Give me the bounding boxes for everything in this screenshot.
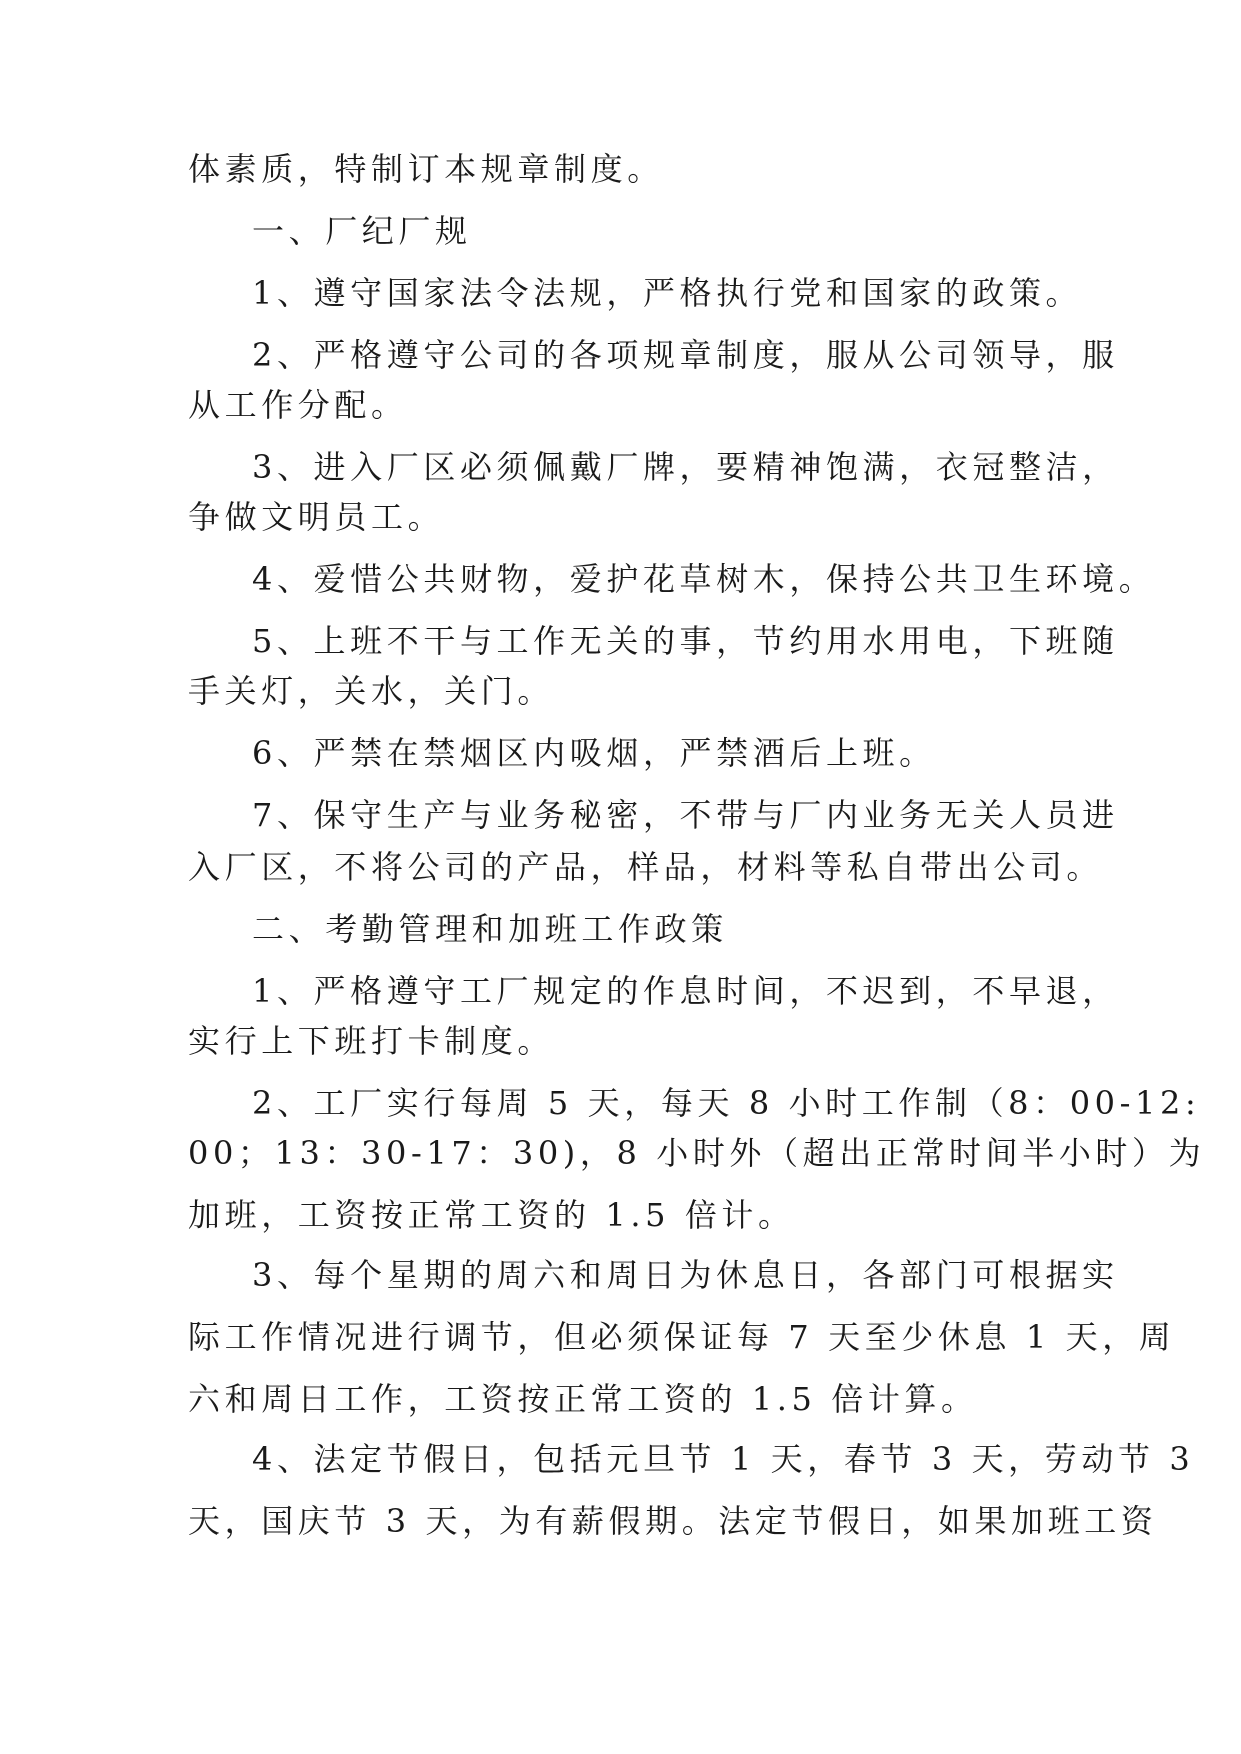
text-line: 体素质，特制订本规章制度。 [188,150,664,188]
text-line: 6、严禁在禁烟区内吸烟，严禁酒后上班。 [252,734,936,772]
text-line: 2、工厂实行每周 5 天，每天 8 小时工作制（8：00-12: [252,1084,1201,1122]
text-line: 加班，工资按正常工资的 1.5 倍计。 [188,1196,795,1234]
text-line: 实行上下班打卡制度。 [188,1022,555,1060]
text-line: 1、严格遵守工厂规定的作息时间，不迟到，不早退， [252,972,1119,1010]
text-line: 从工作分配。 [188,386,408,424]
text-line: 争做文明员工。 [188,498,445,536]
text-line: 1、遵守国家法令法规，严格执行党和国家的政策。 [252,274,1083,312]
section-heading-2: 二、考勤管理和加班工作政策 [252,910,728,948]
text-line: 4、爱惜公共财物，爱护花草树木，保持公共卫生环境。 [252,560,1156,598]
text-line: 2、严格遵守公司的各项规章制度，服从公司领导，服 [252,336,1119,374]
text-line: 00；13：30-17：30)，8 小时外（超出正常时间半小时）为 [188,1134,1206,1172]
text-line: 4、法定节假日，包括元旦节 1 天，春节 3 天，劳动节 3 [252,1440,1195,1478]
text-line: 3、进入厂区必须佩戴厂牌，要精神饱满，衣冠整洁， [252,448,1119,486]
text-line: 际工作情况进行调节，但必须保证每 7 天至少休息 1 天，周 [188,1318,1176,1356]
text-line: 3、每个星期的周六和周日为休息日，各部门可根据实 [252,1256,1119,1294]
text-line: 7、保守生产与业务秘密，不带与厂内业务无关人员进 [252,796,1119,834]
text-line: 入厂区，不将公司的产品，样品，材料等私自带出公司。 [188,848,1104,886]
text-line: 天，国庆节 3 天，为有薪假期。法定节假日，如果加班工资 [188,1502,1158,1540]
text-line: 手关灯，关水，关门。 [188,672,555,710]
text-line: 5、上班不干与工作无关的事，节约用水用电，下班随 [252,622,1119,660]
text-line: 六和周日工作，工资按正常工资的 1.5 倍计算。 [188,1380,978,1418]
section-heading-1: 一、厂纪厂规 [252,212,472,250]
